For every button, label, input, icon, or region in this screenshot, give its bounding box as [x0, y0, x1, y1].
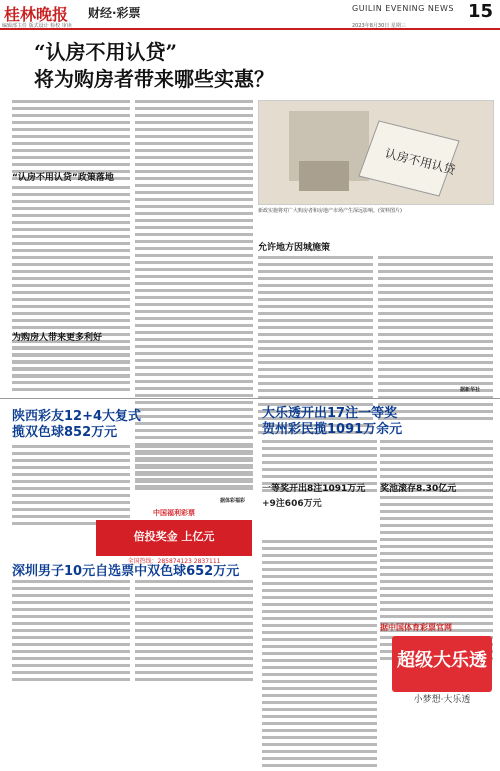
issue-date: 2023年8月30日 星期三	[352, 23, 406, 29]
lottery-headline-2b: 贺州彩民揽1091万余元	[262, 422, 403, 437]
lottery-body-3	[12, 580, 130, 685]
main-headline-line2: 将为购房者带来哪些实惠？	[34, 67, 274, 91]
page-number: 15	[468, 1, 494, 22]
lottery-body-6	[262, 540, 377, 771]
brand-slogan: 小梦想·大乐透	[413, 695, 471, 705]
main-headline-line1: “认房不用认贷”	[34, 40, 178, 64]
body-text-col1c	[12, 346, 130, 395]
subhead-benefits: 为购房人带来更多利好	[12, 333, 103, 343]
subhead-first-prize: 一等奖开出8注1091万元	[262, 484, 366, 494]
byline: 据新华社	[460, 387, 481, 393]
lottery-headline-3: 深圳男子10元自选票中双色球652万元	[12, 564, 240, 579]
ad-main-text: 倍投奖金 上亿元	[133, 530, 215, 543]
byline-lottery: 据体彩福彩	[220, 498, 246, 504]
paper-english-name: GUILIN EVENING NEWS	[352, 4, 454, 13]
subhead-local-policy: 允许地方因城施策	[258, 243, 331, 253]
lottery-ad	[96, 520, 252, 556]
ad-phone: 全国热线：285874123 2837111	[127, 558, 221, 565]
lottery-headline-1b: 揽双色球852万元	[12, 425, 118, 440]
lottery-body-2	[135, 445, 253, 494]
article-photo	[258, 100, 494, 205]
editor-info: 编辑部主任 版式设计 检校 审读	[2, 23, 72, 29]
subhead-extra-prize: +9注606万元	[262, 499, 322, 509]
lottery-headline-2a: 大乐透开出17注一等奖	[262, 406, 398, 421]
super-lotto-logo	[392, 636, 492, 692]
house-sign-illustration	[259, 101, 494, 205]
section-title: 财经·彩票	[88, 6, 141, 20]
lottery-body-4	[135, 580, 253, 685]
body-text-col2	[135, 100, 253, 492]
svg-text:认房不用认贷: 认房不用认贷	[383, 146, 457, 178]
brand-text: 超级大乐透	[397, 650, 487, 671]
newspaper-logo: 桂林晚报	[4, 5, 69, 24]
lottery-headline-1a: 陕西彩友12+4大复式	[12, 409, 142, 424]
photo-caption: 新政实施将对广大购房者和房地产市场产生深远影响。(资料图片)	[258, 208, 402, 214]
subhead-jackpot: 奖池滚存8.30亿元	[380, 484, 457, 494]
source-note: 据中国体育彩票官网	[380, 623, 452, 632]
ad-header: 中国福利彩票	[153, 509, 195, 517]
section-divider	[0, 398, 500, 399]
subhead-policy: “认房不用认贷”政策落地	[12, 173, 114, 183]
